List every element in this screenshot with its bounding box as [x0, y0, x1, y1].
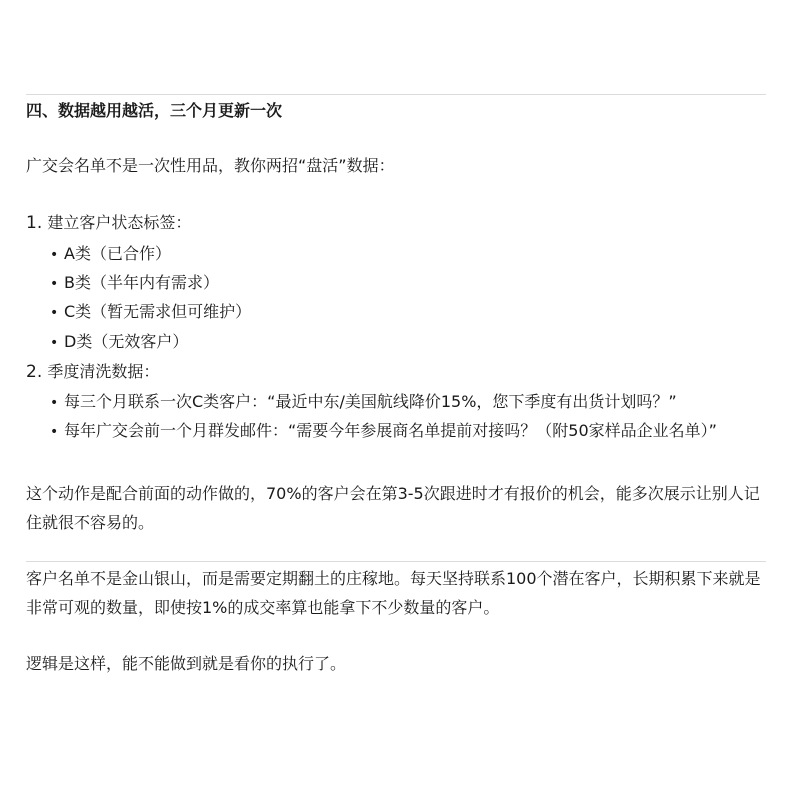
list-item-text: C类（暂无需求但可维护） — [64, 302, 252, 321]
list-item-text: B类（半年内有需求） — [64, 273, 219, 292]
step-label: 建立客户状态标签： — [47, 213, 192, 232]
list-item-text: D类（无效客户） — [64, 332, 189, 351]
step-number: 1. — [26, 213, 43, 233]
step-label: 季度清洗数据： — [47, 362, 160, 381]
summary-paragraph: 客户名单不是金山银山，而是需要定期翻土的庄稼地。每天坚持联系100个潜在客户，长期积累下来就是非常可观的数量，即使按1%的成交率算也能拿下不少数量的客户。 — [26, 569, 761, 617]
bullet-icon: • — [50, 276, 59, 292]
closing-paragraph: 逻辑是这样，能不能做到就是看你的执行了。 — [26, 654, 347, 673]
top-divider — [26, 94, 766, 95]
step-2 — [26, 361, 159, 383]
list-item — [50, 391, 677, 414]
middle-divider — [26, 561, 766, 562]
list-item — [50, 272, 219, 295]
bullet-icon: • — [50, 305, 59, 321]
list-item — [50, 243, 171, 266]
list-item — [50, 301, 251, 324]
section-heading: 四、数据越用越活，三个月更新一次 — [26, 101, 283, 120]
list-item — [50, 420, 717, 443]
list-item-text: 每三个月联系一次C类客户：“最近中东/美国航线降价15%，您下季度有出货计划吗？” — [64, 392, 677, 411]
list-item-text: A类（已合作） — [64, 244, 171, 263]
step-1 — [26, 212, 191, 234]
intro-text: 广交会名单不是一次性用品，教你两招“盘活”数据： — [26, 156, 395, 175]
bullet-icon: • — [50, 424, 59, 440]
list-item — [50, 331, 188, 354]
bullet-icon: • — [50, 335, 59, 351]
bullet-icon: • — [50, 395, 59, 411]
list-item-text: 每年广交会前一个月群发邮件：“需要今年参展商名单提前对接吗？（附50家样品企业名单）” — [64, 421, 717, 440]
step-number: 2. — [26, 362, 43, 382]
bullet-icon: • — [50, 247, 59, 263]
note-paragraph: 这个动作是配合前面的动作做的，70%的客户会在第3-5次跟进时才有报价的机会，能多次展示让别人记住就很不容易的。 — [26, 484, 760, 532]
